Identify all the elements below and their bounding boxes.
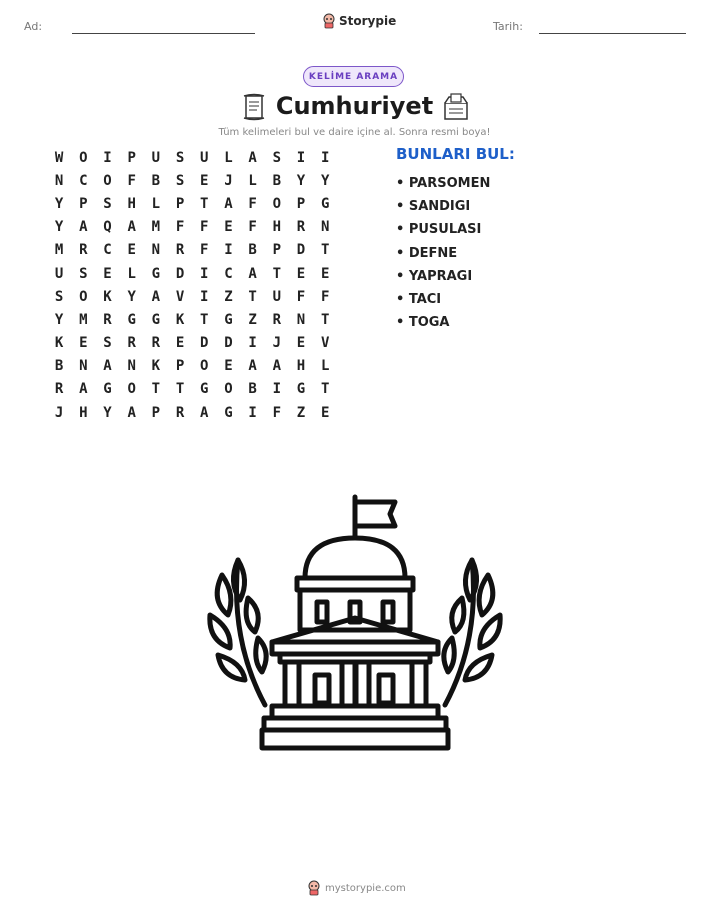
grid-letter[interactable]: N [54,172,64,189]
grid-letter[interactable]: R [175,404,185,421]
grid-letter[interactable]: Z [224,288,233,305]
grid-letter[interactable]: Y [54,311,64,328]
grid-letter[interactable]: F [248,195,257,212]
grid-letter[interactable]: B [54,358,64,375]
grid-letter[interactable]: S [175,149,185,166]
grid-letter[interactable]: N [320,219,330,236]
grid-letter[interactable]: P [151,404,161,421]
grid-letter[interactable]: O [79,288,88,305]
grid-letter[interactable]: G [151,265,161,282]
grid-letter[interactable]: I [248,404,257,421]
grid-letter[interactable]: W [54,149,64,166]
grid-letter[interactable]: A [200,404,209,421]
grid-letter[interactable]: G [224,404,233,421]
grid-letter[interactable]: L [151,195,161,212]
grid-letter[interactable]: O [79,149,88,166]
grid-letter[interactable]: T [175,381,185,398]
grid-letter[interactable]: L [320,358,330,375]
grid-letter[interactable]: S [54,288,64,305]
grid-letter[interactable]: O [103,172,112,189]
grid-letter[interactable]: E [224,358,233,375]
grid-letter[interactable]: G [127,311,136,328]
grid-letter[interactable]: G [200,381,209,398]
grid-row [47,308,337,331]
grid-letter[interactable]: C [224,265,233,282]
grid-letter[interactable]: E [320,404,330,421]
grid-letter[interactable]: C [103,242,112,259]
grid-letter[interactable]: A [79,381,88,398]
grid-letter[interactable]: I [200,288,209,305]
grid-letter[interactable]: F [272,404,281,421]
grid-letter[interactable]: R [272,311,281,328]
date-label: Tarih: [493,20,523,33]
name-label: Ad: [24,20,43,33]
grid-letter[interactable]: D [175,265,185,282]
grid-letter[interactable]: Q [103,219,112,236]
grid-row [47,401,337,424]
grid-letter[interactable]: R [54,381,64,398]
grid-letter[interactable]: E [127,242,136,259]
grid-letter[interactable]: T [272,265,281,282]
grid-letter[interactable]: J [54,404,64,421]
grid-letter[interactable]: I [103,149,112,166]
grid-letter[interactable]: R [79,242,88,259]
grid-letter[interactable]: D [200,335,209,352]
grid-letter[interactable]: B [248,242,257,259]
grid-letter[interactable]: P [127,149,136,166]
grid-letter[interactable]: A [103,358,112,375]
grid-letter[interactable]: P [79,195,88,212]
grid-letter[interactable]: I [320,149,330,166]
grid-letter[interactable]: I [224,242,233,259]
grid-letter[interactable]: D [224,335,233,352]
word-item: • DEFNE [396,245,458,261]
grid-letter[interactable]: V [175,288,185,305]
grid-letter[interactable]: F [200,242,209,259]
grid-letter[interactable]: H [127,195,136,212]
grid-letter[interactable]: K [151,358,161,375]
grid-letter[interactable]: T [320,242,330,259]
brand-name: Storypie [339,14,397,28]
grid-letter[interactable]: I [200,265,209,282]
grid-letter[interactable]: P [272,242,281,259]
grid-letter[interactable]: F [200,219,209,236]
grid-letter[interactable]: H [296,358,306,375]
grid-letter[interactable]: E [79,335,88,352]
grid-letter[interactable]: S [103,195,112,212]
grid-letter[interactable]: F [175,219,185,236]
date-line[interactable] [539,33,686,34]
storypie-mascot-icon [322,13,336,29]
grid-letter[interactable]: L [127,265,136,282]
grid-letter[interactable]: F [248,219,257,236]
ballot-box-icon [441,92,471,122]
grid-letter[interactable]: G [320,195,330,212]
grid-letter[interactable]: T [320,311,330,328]
word-item: • PUSULASI [396,222,482,238]
grid-letter[interactable]: U [151,149,161,166]
grid-letter[interactable]: Z [248,311,257,328]
grid-letter[interactable]: E [200,172,209,189]
grid-row [47,192,337,215]
grid-letter[interactable]: B [248,381,257,398]
grid-letter[interactable]: R [296,219,306,236]
grid-letter[interactable]: K [103,288,112,305]
grid-letter[interactable]: T [200,195,209,212]
grid-letter[interactable]: N [79,358,88,375]
grid-letter[interactable]: I [272,381,281,398]
grid-letter[interactable]: O [224,381,233,398]
grid-letter[interactable]: M [79,311,88,328]
grid-letter[interactable]: H [272,219,281,236]
grid-letter[interactable]: E [224,219,233,236]
grid-letter[interactable]: N [296,311,306,328]
grid-letter[interactable]: B [151,172,161,189]
instructions: Tüm kelimeleri bul ve daire içine al. Sonra resmi boya! [218,127,491,138]
grid-letter[interactable]: L [224,149,233,166]
grid-letter[interactable]: U [200,149,209,166]
grid-letter[interactable]: A [127,404,136,421]
grid-letter[interactable]: J [224,172,233,189]
grid-row [47,239,337,262]
grid-letter[interactable]: S [103,335,112,352]
grid-letter[interactable]: A [248,358,257,375]
grid-letter[interactable]: B [272,172,281,189]
grid-letter[interactable]: D [296,242,306,259]
grid-letter[interactable]: O [272,195,281,212]
grid-letter[interactable]: H [79,404,88,421]
grid-letter[interactable]: F [320,288,330,305]
grid-letter[interactable]: Y [54,195,64,212]
grid-letter[interactable]: N [151,242,161,259]
grid-row [47,146,337,169]
grid-letter[interactable]: M [151,219,161,236]
grid-letter[interactable]: R [175,242,185,259]
grid-row [47,332,337,355]
grid-letter[interactable]: K [175,311,185,328]
grid-letter[interactable]: G [296,381,306,398]
grid-letter[interactable]: E [320,265,330,282]
grid-letter[interactable]: F [127,172,136,189]
grid-letter[interactable]: E [296,265,306,282]
word-item: • TOGA [396,315,450,331]
storypie-mascot-icon [307,880,321,896]
grid-letter[interactable]: G [103,381,112,398]
grid-letter[interactable]: Y [54,219,64,236]
word-list-title: BUNLARI BUL: [396,145,515,163]
word-item: • SANDIGI [396,199,471,215]
footer [307,880,406,896]
grid-letter[interactable]: O [127,381,136,398]
word-item: • PARSOMEN [396,176,491,191]
activity-badge: KELİME ARAMA [303,66,404,87]
government-building-laurel-illustration[interactable] [200,490,510,755]
grid-letter[interactable]: U [54,265,64,282]
grid-letter[interactable]: S [79,265,88,282]
grid-letter[interactable]: L [248,172,257,189]
grid-letter[interactable]: R [151,335,161,352]
grid-letter[interactable]: T [200,311,209,328]
grid-letter[interactable]: S [175,172,185,189]
grid-letter[interactable]: E [103,265,112,282]
grid-letter[interactable]: K [54,335,64,352]
grid-letter[interactable]: Y [127,288,136,305]
grid-letter[interactable]: A [151,288,161,305]
grid-letter[interactable]: F [296,288,306,305]
grid-letter[interactable]: I [296,149,306,166]
grid-row [47,378,337,401]
grid-letter[interactable]: E [296,335,306,352]
grid-letter[interactable]: A [248,149,257,166]
word-item: • TACI [396,291,442,307]
grid-letter[interactable]: R [103,311,112,328]
grid-letter[interactable]: A [127,219,136,236]
grid-letter[interactable]: P [296,195,306,212]
grid-letter[interactable]: A [224,195,233,212]
grid-row [47,285,337,308]
word-list [396,145,515,334]
name-line[interactable] [72,33,255,34]
grid-letter[interactable]: O [200,358,209,375]
grid-letter[interactable]: A [79,219,88,236]
grid-letter[interactable]: A [272,358,281,375]
grid-letter[interactable]: P [175,358,185,375]
word-search-grid [47,146,337,424]
grid-row [47,262,337,285]
brand-logo [322,13,396,29]
grid-letter[interactable]: Y [296,172,306,189]
grid-letter[interactable]: Y [103,404,112,421]
grid-letter[interactable]: T [320,381,330,398]
grid-row [47,355,337,378]
grid-letter[interactable]: Y [320,172,330,189]
grid-letter[interactable]: G [151,311,161,328]
word-item: • YAPRAGI [396,268,473,284]
grid-row [47,216,337,239]
grid-letter[interactable]: Z [296,404,306,421]
grid-letter[interactable]: N [127,358,136,375]
grid-letter[interactable]: J [272,335,281,352]
grid-letter[interactable]: M [54,242,64,259]
grid-letter[interactable]: U [272,288,281,305]
grid-letter[interactable]: G [224,311,233,328]
grid-letter[interactable]: C [79,172,88,189]
page-title: Cumhuriyet [275,92,434,120]
grid-letter[interactable]: I [248,335,257,352]
grid-row [47,169,337,192]
grid-letter[interactable]: T [151,381,161,398]
grid-letter[interactable]: S [272,149,281,166]
grid-letter[interactable]: P [175,195,185,212]
footer-url[interactable]: mystorypie.com [325,882,406,894]
grid-letter[interactable]: R [127,335,136,352]
grid-letter[interactable]: T [248,288,257,305]
grid-letter[interactable]: A [248,265,257,282]
grid-letter[interactable]: E [175,335,185,352]
grid-letter[interactable]: V [320,335,330,352]
